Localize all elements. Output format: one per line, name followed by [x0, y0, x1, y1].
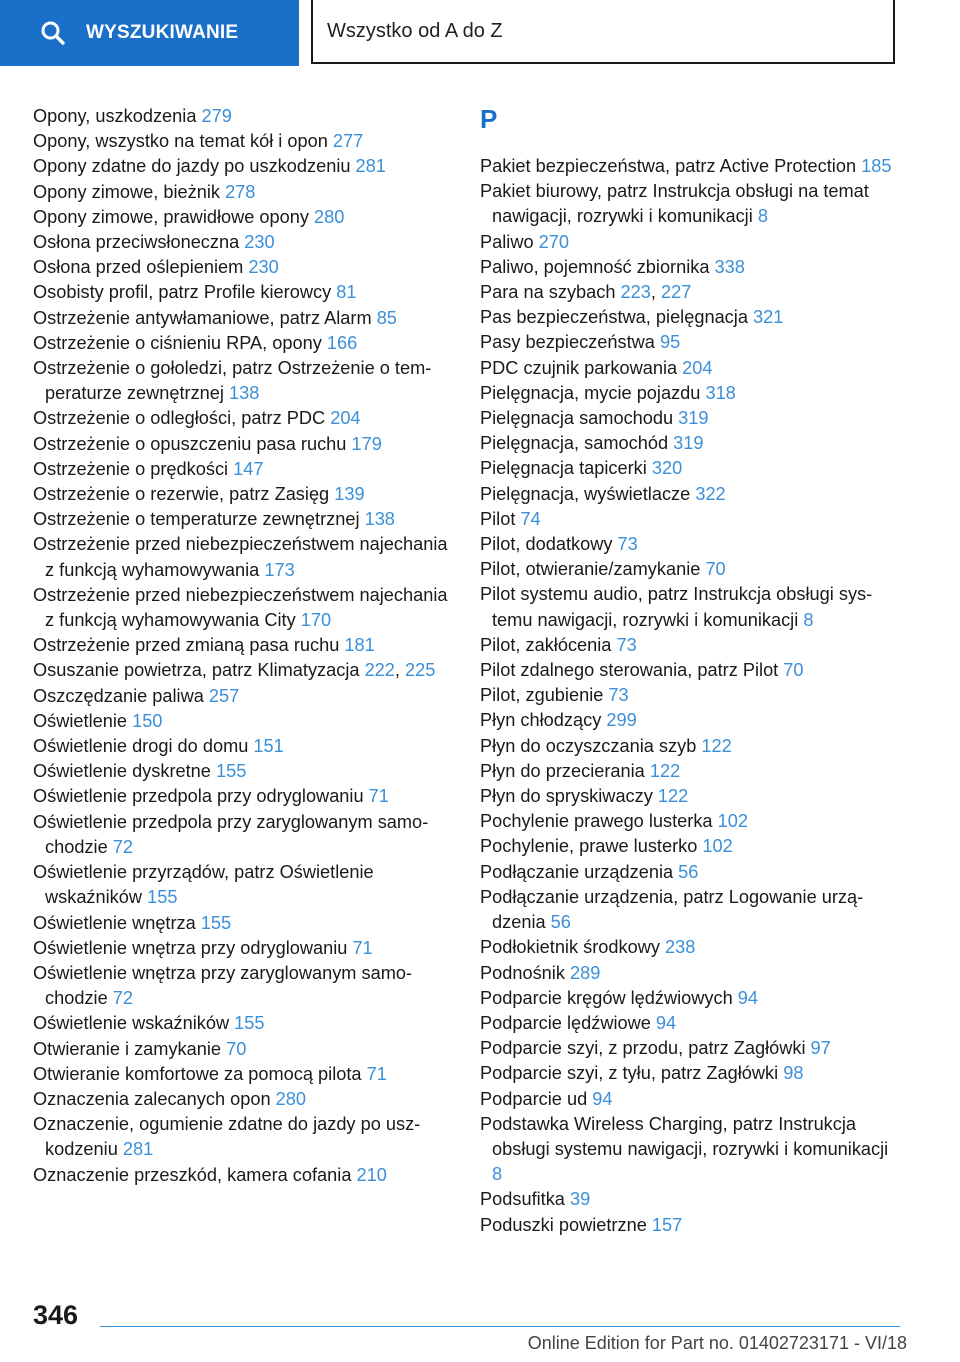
index-entry	[480, 1011, 900, 1036]
index-entry-term: Podstawka Wireless Charging, patrz Instrukcja obsługi systemu nawigacji, rozrywki i komunikacji	[480, 1113, 889, 1159]
index-entry	[33, 205, 453, 230]
page-number: 346	[33, 1300, 79, 1330]
page-link[interactable]: 122	[701, 735, 732, 756]
index-entry-term: Pilot, otwieranie/zamykanie	[480, 559, 706, 580]
index-entry-term: Ostrzeżenie przed niebezpieczeństwem najechania z funkcją wyhamowywania City	[33, 584, 448, 631]
index-entry-term: Osłona przeciwsłoneczna	[33, 232, 245, 253]
index-entry	[33, 154, 453, 179]
index-entry-term: Podłączanie urządzenia	[480, 861, 679, 882]
index-entry-term: Oświetlenie wskaźników	[33, 1013, 235, 1034]
index-entry	[33, 1163, 453, 1188]
index-entry-term: Pakiet bezpieczeństwa, patrz Active Protection	[480, 156, 862, 176]
section-title-text: Wszystko od A do Z	[327, 19, 503, 42]
index-entry-term: Oświetlenie wnętrza przy odryglowaniu	[33, 937, 353, 958]
index-entry	[480, 935, 900, 960]
index-entry	[33, 961, 453, 1011]
index-entry-term: Ostrzeżenie przed niebezpieczeństwem najechania z funkcją wyhamowywania	[33, 534, 448, 580]
index-column-left	[33, 104, 453, 1188]
index-entry-term: Ostrzeżenie o odległości, patrz PDC	[33, 408, 331, 429]
index-entry-term: PDC czujnik parkowania	[480, 357, 683, 378]
page-link[interactable]: 70	[783, 660, 804, 681]
index-column-right	[480, 104, 900, 1238]
page-link[interactable]: 319	[678, 408, 709, 429]
index-entry	[480, 305, 900, 330]
index-entry	[33, 230, 453, 255]
index-entry	[33, 936, 453, 961]
index-entry	[33, 759, 453, 784]
index-entry	[33, 1112, 453, 1162]
index-entry-term: Ostrzeżenie o temperaturze zewnętrznej	[33, 509, 365, 530]
index-entry	[480, 961, 900, 986]
index-entry	[480, 154, 900, 179]
index-entry	[33, 860, 453, 910]
index-entry	[480, 1112, 900, 1188]
page-link[interactable]: 56	[550, 912, 571, 933]
index-entry: Para na szybach 223, 227	[480, 282, 692, 303]
page-link[interactable]: 281	[355, 156, 386, 177]
page-link[interactable]: 166	[326, 332, 358, 353]
index-entry	[480, 860, 900, 885]
page-link[interactable]: 139	[334, 484, 365, 505]
page-link[interactable]: 185	[861, 156, 892, 176]
top-bar	[0, 0, 960, 66]
index-entry-term: Oznaczenie przeszkód, kamera cofania	[33, 1164, 357, 1185]
index-entry-term: Opony, uszkodzenia	[33, 106, 202, 126]
index-entry	[33, 1011, 453, 1036]
index-entry-term: Podparcie szyi, z tyłu, patrz Zagłówki	[480, 1063, 784, 1084]
page-link[interactable]: 155	[200, 912, 232, 933]
page-link[interactable]: 71	[368, 786, 389, 807]
index-entry	[480, 708, 900, 733]
index-entry-term: Osłona przed oślepieniem	[33, 257, 249, 278]
index-entry	[480, 784, 900, 809]
index-entry	[33, 180, 453, 205]
index-entry	[33, 734, 453, 759]
index-entry	[480, 834, 900, 859]
index-entry	[480, 532, 900, 557]
index-entry-term: Podsufitka	[480, 1189, 570, 1210]
index-entry-term: Ostrzeżenie o ciśnieniu RPA, opony	[33, 332, 327, 353]
index-entry	[33, 104, 453, 129]
page-link[interactable]: 155	[234, 1013, 265, 1034]
index-entry	[33, 280, 453, 305]
index-entry	[33, 784, 453, 809]
page-link[interactable]: 173	[264, 559, 295, 580]
page-link[interactable]: 102	[717, 811, 748, 832]
index-entry-term: Podparcie ud	[480, 1088, 593, 1109]
footer-edition: Online Edition for Part no. 01402723171 - VI/18	[527, 1333, 907, 1353]
section-letter: P	[480, 104, 498, 134]
index-entry	[480, 1061, 900, 1086]
index-entry	[33, 810, 453, 860]
page-link[interactable]: 98	[783, 1063, 804, 1084]
page-link[interactable]: 155	[147, 887, 178, 908]
page-link[interactable]: 321	[752, 307, 784, 328]
page-link[interactable]: 225	[405, 660, 436, 681]
page-link[interactable]: 138	[364, 509, 395, 530]
index-entry-term: Opony zimowe, bieżnik	[33, 181, 226, 202]
page-link[interactable]: 94	[655, 1012, 677, 1033]
index-entry	[33, 507, 453, 532]
page-link[interactable]: 8	[803, 609, 814, 630]
index-entry	[33, 1037, 453, 1062]
index-entry	[33, 1087, 453, 1112]
index-entry	[33, 356, 453, 406]
page-link[interactable]: 73	[617, 534, 638, 555]
index-entry-term: Opony, wszystko na temat kół i opon	[33, 131, 333, 152]
page-link[interactable]: 281	[122, 1139, 154, 1160]
index-entry-term: Podparcie kręgów lędźwiowych	[480, 987, 738, 1008]
index-entry-term: Oznaczenie, ogumienie zdatne do jazdy po uszkodzeniu	[33, 1114, 421, 1160]
index-entry	[480, 1187, 900, 1212]
index-entry-term: Pielęgnacja, samochód	[480, 433, 674, 454]
page-link[interactable]: 318	[705, 382, 736, 403]
index-entry-term: Pilot, zakłócenia	[480, 634, 617, 655]
page-link[interactable]: 319	[673, 433, 704, 454]
index-entry	[480, 809, 900, 834]
index-entry-term: Pochylenie prawego lusterka	[480, 811, 718, 832]
index-entry-term: Osuszanie powietrza, patrz Klimatyzacja	[33, 660, 365, 681]
index-entry-term: Ostrzeżenie o gołoledzi, patrz Ostrzeżenie o temperaturze zewnętrznej	[33, 358, 432, 404]
page-link[interactable]: 71	[366, 1063, 387, 1084]
page-link[interactable]: 39	[569, 1189, 591, 1210]
page-link[interactable]: 72	[112, 988, 133, 1009]
index-entry-term: Oszczędzanie paliwa	[33, 685, 209, 706]
page-link[interactable]: 97	[810, 1038, 831, 1059]
index-entry	[480, 456, 900, 481]
index-entry-term: Oznaczenia zalecanych opon	[33, 1088, 276, 1109]
index-entry-term: Oświetlenie dyskretne	[33, 761, 216, 782]
page-link[interactable]: 95	[659, 332, 681, 353]
index-entry-term: Pilot, zgubienie	[480, 685, 609, 706]
search-button-label: WYSZUKIWANIE	[86, 22, 239, 43]
index-entry	[480, 179, 900, 229]
index-entry-term: Płyn chłodzący	[480, 710, 607, 731]
index-entry-term: Ostrzeżenie o opuszczeniu pasa ruchu	[33, 433, 352, 454]
page-link[interactable]: 257	[208, 685, 240, 706]
page-link[interactable]: 8	[757, 206, 768, 227]
index-entry	[480, 658, 900, 683]
index-entry-term: Pielęgnacja tapicerki	[480, 458, 652, 479]
index-entry-term: Oświetlenie przedpola przy odryglowaniu	[33, 786, 369, 807]
page-link[interactable]: 204	[330, 408, 361, 429]
page-link[interactable]: 230	[248, 257, 279, 278]
page-link[interactable]: 278	[225, 181, 256, 202]
page-link[interactable]: 147	[233, 458, 264, 479]
page-link[interactable]: 70	[226, 1038, 247, 1059]
index-entry	[480, 381, 900, 406]
index-entry-term: Podnośnik	[480, 962, 570, 983]
index-entry-term: Płyn do spryskiwaczy	[480, 786, 658, 807]
search-button[interactable]	[0, 0, 299, 66]
index-entry	[33, 457, 453, 482]
page-link[interactable]: 73	[608, 685, 629, 706]
page-link[interactable]: 157	[651, 1214, 683, 1235]
page-link[interactable]: 280	[275, 1088, 307, 1109]
index-entry	[33, 684, 453, 709]
index-entry-term: Pilot	[480, 508, 521, 529]
page-link[interactable]: 210	[356, 1164, 387, 1185]
index-entry	[480, 482, 900, 507]
index-entry-term: Ostrzeżenie o prędkości	[33, 458, 234, 479]
index-entry-term: Oświetlenie drogi do domu	[33, 736, 254, 757]
page-link[interactable]: 74	[520, 508, 541, 529]
index-entry	[33, 532, 453, 582]
index-entry	[33, 331, 453, 356]
index-entry	[33, 633, 453, 658]
index-entry-term: Ostrzeżenie przed zmianą pasa ruchu	[33, 635, 345, 656]
index-entry-term: Oświetlenie	[33, 710, 133, 731]
index-entry	[480, 507, 900, 532]
index-entry	[480, 1087, 900, 1112]
index-entry-term: Pielęgnacja, mycie pojazdu	[480, 382, 706, 403]
index-entry	[33, 911, 453, 936]
page-link[interactable]: 71	[352, 937, 373, 958]
index-entry	[480, 330, 900, 355]
index-entry-term: Pakiet biurowy, patrz Instrukcja obsługi na temat nawigacji, rozrywki i komunikacji	[480, 181, 869, 227]
index-entry	[480, 734, 900, 759]
index-entry-term: Oświetlenie przyrządów, patrz Oświetlenie wskaźników	[33, 862, 374, 908]
index-entry-term: Ostrzeżenie antywłamaniowe, patrz Alarm	[33, 307, 377, 328]
index-entry-term: Płyn do oczyszczania szyb	[480, 735, 702, 756]
page-link[interactable]: 270	[538, 231, 569, 252]
index-entry	[33, 255, 453, 280]
index-entry-term: Podparcie lędźwiowe	[480, 1012, 656, 1033]
index-entry-term: Płyn do przecierania	[480, 760, 650, 781]
index-entry-term: Paliwo, pojemność zbiornika	[480, 256, 715, 277]
index-entry-term: Oświetlenie wnętrza przy zaryglowanym samochodzie	[33, 962, 413, 1009]
index-entry-term: Pilot, dodatkowy	[480, 534, 618, 555]
index-entry	[480, 759, 900, 784]
footer-divider	[100, 1326, 900, 1327]
index-entry	[480, 557, 900, 582]
index-entry: Osuszanie powietrza, patrz Klimatyzacja 222, 225	[33, 660, 436, 681]
index-entry	[480, 230, 900, 255]
index-entry	[480, 582, 900, 632]
index-entry	[480, 1036, 900, 1061]
index-entry-term: Ostrzeżenie o rezerwie, patrz Zasięg	[33, 484, 335, 505]
index-entry-term: Podłokietnik środkowy	[480, 937, 665, 958]
index-entry	[33, 482, 453, 507]
page-link[interactable]: 289	[570, 962, 601, 983]
index-entry	[33, 1062, 453, 1087]
page-link[interactable]: 151	[253, 736, 284, 757]
page-link[interactable]: 181	[344, 635, 375, 656]
index-entry-term: Opony zdatne do jazdy po uszkodzeniu	[33, 156, 356, 177]
page-link[interactable]: 170	[300, 610, 332, 631]
index-entry-term: Oświetlenie przedpola przy zaryglowanym samochodzie	[33, 811, 429, 857]
index-entry-term: Pas bezpieczeństwa, pielęgnacja	[480, 307, 753, 328]
index-entry-term: Oświetlenie wnętrza	[33, 912, 201, 933]
index-entry	[33, 129, 453, 154]
index-entry-term: Podłączanie urządzenia, patrz Logowanie urządzenia	[480, 886, 864, 933]
index-entry	[480, 683, 900, 708]
page-link[interactable]: 94	[592, 1088, 613, 1109]
page-link[interactable]: 8	[492, 1164, 503, 1185]
page-link[interactable]: 85	[376, 307, 397, 328]
index-entry	[33, 406, 453, 431]
page-link[interactable]: 222	[364, 660, 395, 681]
index-entry-term: Pasy bezpieczeństwa	[480, 332, 660, 353]
index-entry	[480, 986, 900, 1011]
page-link[interactable]: 150	[132, 710, 163, 731]
index-entry	[480, 406, 900, 431]
index-entry-term: Otwieranie komfortowe za pomocą pilota	[33, 1063, 367, 1084]
page-link[interactable]: 122	[649, 760, 681, 781]
index-entry-term: Pilot systemu audio, patrz Instrukcja obsługi systemu nawigacji, rozrywki i komunikacji	[480, 584, 873, 630]
index-entry-term: Osobisty profil, patrz Profile kierowcy	[33, 282, 337, 303]
page-link[interactable]: 155	[215, 761, 247, 782]
index-entry-term: Pochylenie, prawe lusterko	[480, 836, 703, 857]
index-entry-term: Pielęgnacja samochodu	[480, 408, 679, 429]
page-link[interactable]: 204	[682, 357, 713, 378]
index-entry-term: Pielęgnacja, wyświetlacze	[480, 483, 696, 504]
index-entry	[480, 1213, 900, 1238]
index-entry	[480, 431, 900, 456]
index-entry-term: Pilot zdalnego sterowania, patrz Pilot	[480, 660, 784, 681]
page-link[interactable]: 227	[661, 282, 692, 303]
index-entry-term: Opony zimowe, prawidłowe opony	[33, 206, 315, 227]
page-link[interactable]: 223	[620, 282, 651, 303]
index-entry	[33, 306, 453, 331]
page-link[interactable]: 102	[702, 836, 733, 857]
index-entry-term: Paliwo	[480, 231, 539, 252]
page-link[interactable]: 70	[705, 559, 726, 580]
right-entry-list	[480, 154, 900, 1238]
page-link[interactable]: 72	[112, 836, 133, 857]
section-title	[311, 0, 895, 64]
page-link[interactable]: 73	[616, 634, 637, 655]
search-icon	[40, 20, 66, 46]
page-link[interactable]: 122	[657, 786, 689, 807]
page-link[interactable]: 94	[737, 987, 759, 1008]
index-entry-term: Para na szybach	[480, 282, 621, 303]
page-link[interactable]: 322	[695, 483, 726, 504]
index-entry-term: Poduszki powietrzne	[480, 1214, 652, 1235]
page-link[interactable]: 179	[351, 433, 382, 454]
index-entry	[480, 255, 900, 280]
index-entry	[33, 583, 453, 633]
page-link[interactable]: 279	[201, 106, 232, 126]
page-link[interactable]: 320	[651, 458, 683, 479]
page-link[interactable]: 81	[336, 282, 357, 303]
page-link[interactable]: 56	[678, 861, 699, 882]
page-link[interactable]: 138	[229, 383, 260, 404]
index-entry-term: Otwieranie i zamykanie	[33, 1038, 227, 1059]
page-link[interactable]: 238	[665, 937, 696, 958]
index-entry	[33, 709, 453, 734]
index-entry	[33, 432, 453, 457]
index-entry	[480, 356, 900, 381]
page-link[interactable]: 299	[606, 710, 637, 731]
page-link[interactable]: 338	[714, 256, 745, 277]
index-entry-term: Podparcie szyi, z przodu, patrz Zagłówki	[480, 1038, 811, 1059]
index-entry	[480, 885, 900, 935]
page-link[interactable]: 230	[244, 232, 275, 253]
page-link[interactable]: 277	[332, 131, 364, 152]
page-link[interactable]: 280	[314, 206, 345, 227]
index-entry	[480, 633, 900, 658]
